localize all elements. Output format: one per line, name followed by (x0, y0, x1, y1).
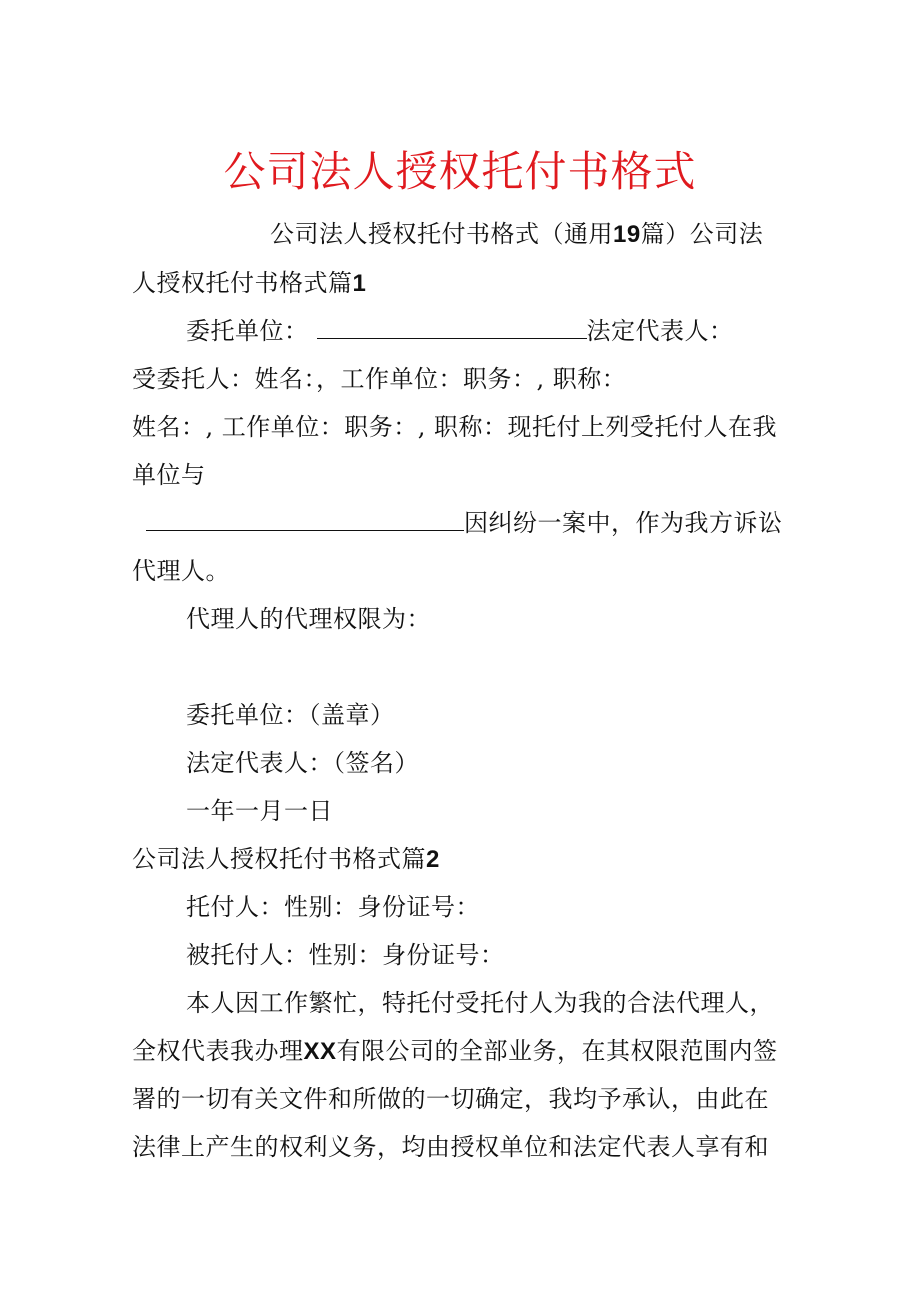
dispute-blank (146, 508, 464, 531)
dispute-text: 因纠纷一案中，作为我方诉讼 (464, 509, 783, 537)
agent-end-line: 代理人。 (132, 557, 230, 585)
seal-line: 委托单位：（盖章） (186, 701, 395, 729)
section-1-number: 1 (352, 270, 367, 297)
name-line: 姓名：, 工作单位：职务：, 职称：现托付上列受托付人在我 (132, 413, 778, 441)
legal-rep-label: 法定代表人： (586, 317, 734, 345)
date-line: 一年一月一日 (186, 797, 333, 825)
signature-line: 法定代表人：（签名） (186, 749, 419, 777)
body-paragraph-line-1: 本人因工作繁忙，特托付受托付人为我的合法代理人， (186, 989, 774, 1017)
body-paragraph-line-2 (132, 1033, 778, 1070)
section-1-heading (132, 265, 366, 302)
body-paragraph-line-4: 法律上产生的权利义务，均由授权单位和法定代表人享有和 (132, 1133, 769, 1161)
entrust-unit-line (186, 313, 734, 349)
dispute-line (146, 505, 783, 541)
entrust-unit-label: 委托单位： (186, 317, 309, 345)
unit-with-line: 单位与 (132, 461, 206, 489)
authority-line: 代理人的代理权限为： (186, 605, 431, 633)
body-text: 有限公司的全部业务，在其权限范围内签 (336, 1037, 778, 1065)
intro-rest: 篇）公司法 (640, 220, 764, 248)
agent-line: 被托付人：性别：身份证号： (186, 941, 505, 969)
section-1-heading-text: 人授权托付书格式篇 (132, 269, 353, 297)
body-text: 全权代表我办理 (132, 1037, 304, 1065)
body-paragraph-line-3: 署的一切有关文件和所做的一切确定，我均予承认，由此在 (132, 1085, 769, 1113)
intro-count: 19 (613, 221, 641, 248)
section-2-number: 2 (426, 846, 440, 873)
section-2-heading-text: 公司法人授权托付书格式篇 (132, 845, 426, 873)
section-2-heading (132, 841, 440, 878)
entrust-unit-blank (317, 316, 587, 339)
principal-line: 托付人：性别：身份证号： (186, 893, 480, 921)
company-placeholder: XX (303, 1038, 337, 1065)
document-title: 公司法人授权托付书格式 (223, 147, 697, 196)
intro-text: 公司法人授权托付书格式（通用 (270, 220, 613, 248)
trustee-line: 受委托人：姓名：，工作单位：职务：, 职称： (132, 365, 627, 393)
intro-line-1 (270, 216, 763, 253)
